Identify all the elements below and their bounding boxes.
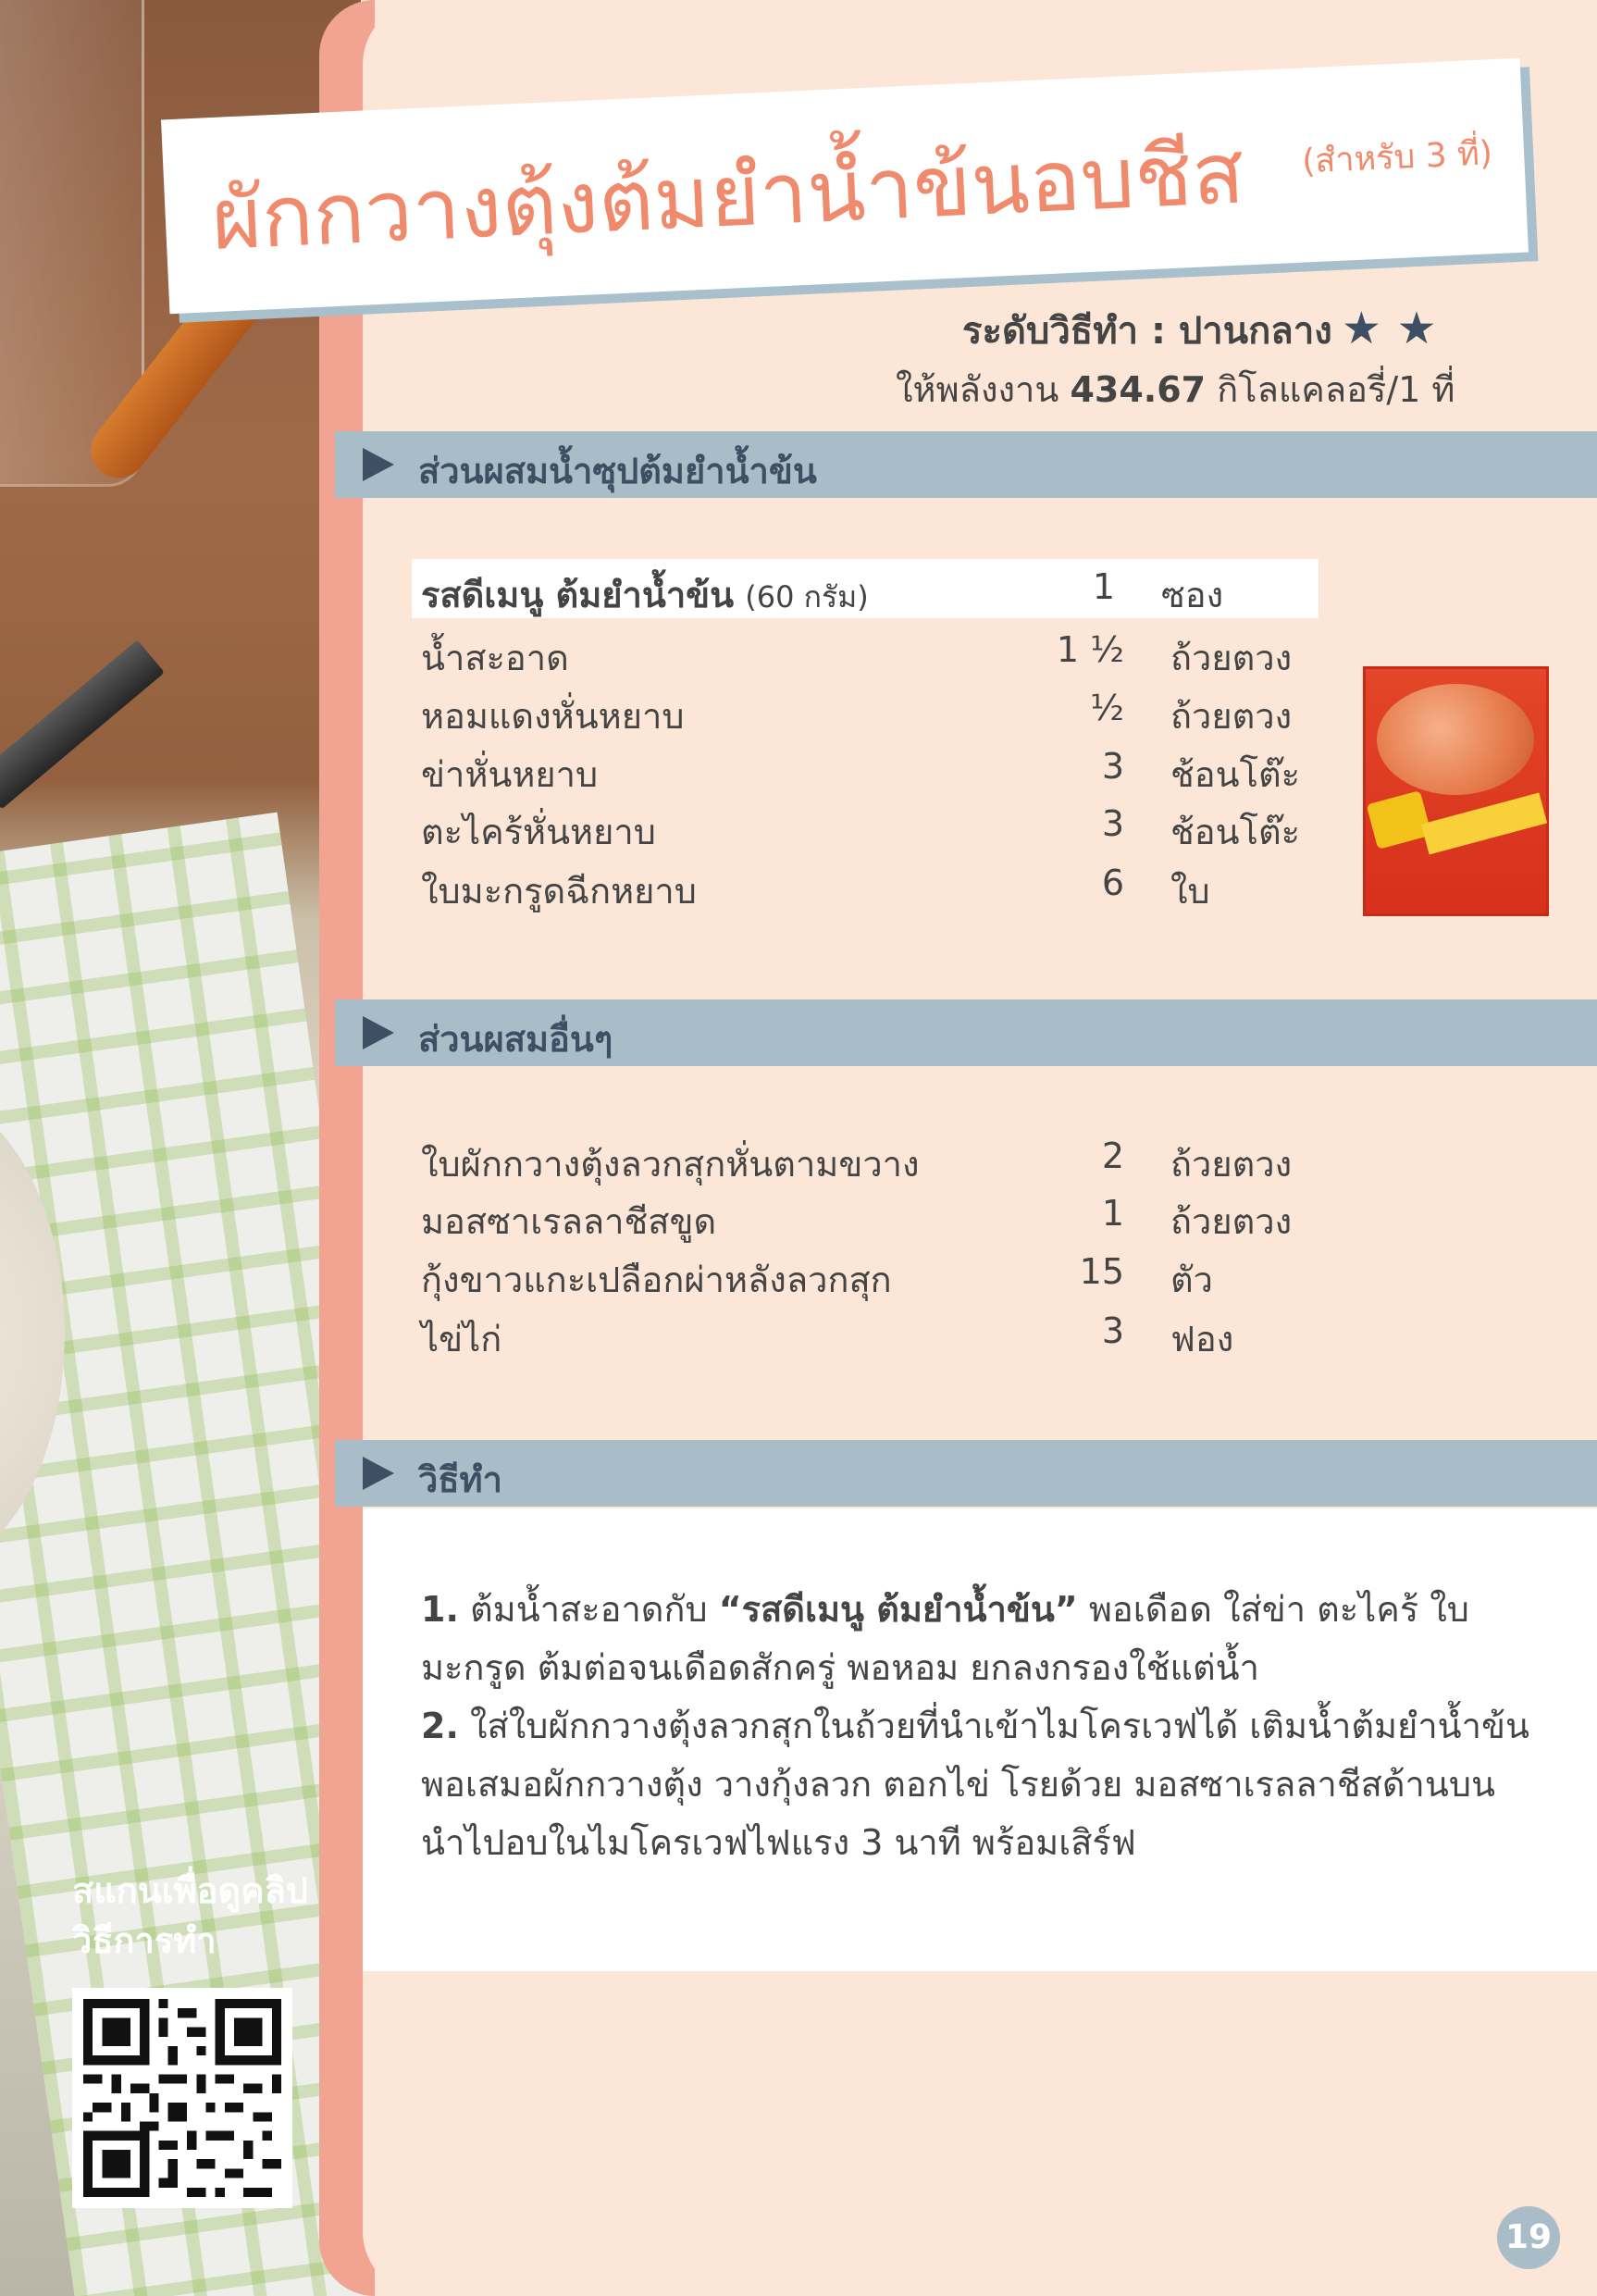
- qr-code[interactable]: [72, 1988, 292, 2208]
- recipe-title: ผักกวางตุ้งต้มยำน้ำข้นอบชีส: [209, 123, 1246, 270]
- section-others-header: [335, 999, 1597, 1066]
- section-soup-title: ส่วนผสมน้ำซุปต้มยำน้ำข้น: [418, 451, 817, 491]
- ingredient-row: [421, 1303, 1346, 1359]
- ingredient-qty: 3: [1101, 1310, 1124, 1351]
- ingredient-qty: 6: [1101, 863, 1124, 903]
- step-text: พอเดือด ใส่ข่า ตะไคร้ ใบมะกรูด ต้มต่อจนเดือดสักครู่ พอหอม ยกลงกรองใช้แต่น้ำ: [421, 1589, 1469, 1688]
- difficulty-label: ระดับวิธีทำ : ปานกลาง: [962, 310, 1332, 353]
- ingredient-unit: ถ้วยตวง: [1170, 1144, 1293, 1185]
- ingredient-name: มอสซาเรลลาชีสขูด: [421, 1201, 717, 1242]
- ingredient-qty: ½: [1090, 688, 1124, 728]
- step-number: 1.: [421, 1589, 459, 1630]
- ingredient-row: [421, 796, 1346, 851]
- ingredient-name: หอมแดงหั่นหยาบ: [421, 696, 685, 737]
- product-name: “รสดีเมนู ต้มยำน้ำข้น”: [718, 1589, 1078, 1630]
- ingredient-row: [421, 738, 1346, 794]
- ingredient-unit: ตัว: [1170, 1260, 1214, 1300]
- knife-blade-image: [0, 639, 165, 809]
- play-triangle-icon: [363, 448, 394, 481]
- ingredient-qty: 15: [1079, 1251, 1124, 1292]
- ingredient-name: ไข่ไก่: [421, 1319, 502, 1359]
- section-method-title: วิธีทำ: [418, 1459, 502, 1500]
- step-text: ใส่ใบผักกวางตุ้งลวกสุกในถ้วยที่นำเข้าไมโครเวฟได้ เติมน้ำต้มยำน้ำข้น พอเสมอผักกวางตุ้ง วางกุ้งลวก ตอกไข่ โรยด้วย มอสซาเรลลาชีสด้านบน นำไปอบในไมโครเวฟไฟแรง 3 นาที พร้อมเสิร์ฟ: [421, 1706, 1529, 1863]
- play-triangle-icon: [363, 1016, 394, 1049]
- qr-caption: สแกนเพื่อดูคลิป วิธีการทำ: [72, 1870, 309, 1961]
- section-others-title: ส่วนผสมอื่นๆ: [418, 1019, 613, 1060]
- section-method-header: [335, 1440, 1597, 1507]
- ingredient-row: [421, 622, 1346, 677]
- energy-value: 434.67: [1070, 369, 1207, 410]
- ingredient-weight: (60 กรัม): [745, 579, 869, 614]
- ingredient-qty: 3: [1101, 746, 1124, 787]
- qr-code-image: [83, 1999, 281, 2197]
- star-icon: ★ ★: [1341, 303, 1437, 354]
- ingredient-unit: ช้อนโต๊ะ: [1170, 812, 1301, 852]
- ingredient-qty: 1: [1101, 1193, 1124, 1234]
- ingredient-unit: ถ้วยตวง: [1170, 638, 1293, 678]
- ingredient-unit: ซอง: [1161, 575, 1224, 615]
- ingredient-unit: ใบ: [1170, 871, 1210, 912]
- servings: (สำหรับ 3 ที่): [1301, 134, 1493, 181]
- ingredient-name: ใบผักกวางตุ้งลวกสุกหั่นตามขวาง: [421, 1144, 920, 1185]
- ingredient-qty: 1 ½: [1056, 629, 1124, 670]
- ingredient-row: [421, 1128, 1346, 1184]
- page-number: 19: [1497, 2206, 1560, 2269]
- ingredient-name: น้ำสะอาด: [421, 638, 569, 678]
- step-number: 2.: [421, 1706, 459, 1746]
- ingredient-unit: ฟอง: [1170, 1319, 1234, 1359]
- energy-suffix: กิโลแคลอรี่/1 ที่: [1217, 369, 1455, 410]
- ingredient-name: ข่าหั่นหยาบ: [421, 754, 599, 795]
- step-text: ต้มน้ำสะอาดกับ: [469, 1589, 708, 1630]
- ingredient-unit: ช้อนโต๊ะ: [1170, 754, 1301, 795]
- ingredient-row: [421, 1244, 1346, 1299]
- ingredient-unit: ถ้วยตวง: [1170, 1201, 1293, 1242]
- ingredient-row: [421, 680, 1346, 736]
- ingredient-name: ใบมะกรูดฉีกหยาบ: [421, 871, 697, 912]
- ingredient-unit: ถ้วยตวง: [1170, 696, 1293, 737]
- play-triangle-icon: [363, 1457, 394, 1490]
- ingredient-name: ตะไคร้หั่นหยาบ: [421, 812, 656, 852]
- energy: [896, 361, 1455, 417]
- ingredient-qty: 2: [1101, 1136, 1124, 1176]
- ingredient-row: [421, 1185, 1346, 1241]
- product-pack-image: [1363, 666, 1549, 916]
- energy-prefix: ให้พลังงาน: [896, 369, 1059, 410]
- ingredient-row: [421, 855, 1346, 911]
- difficulty: [962, 301, 1437, 360]
- ingredient-row: [412, 559, 1318, 618]
- section-soup-header: [335, 431, 1597, 498]
- ingredient-qty: 3: [1101, 803, 1124, 844]
- ingredient-qty: 1: [1092, 566, 1115, 607]
- method-steps: [421, 1581, 1541, 1872]
- method-step-1: [421, 1581, 1541, 1697]
- method-step-2: [421, 1697, 1541, 1872]
- ingredient-name: กุ้งขาวแกะเปลือกผ่าหลังลวกสุก: [421, 1260, 892, 1300]
- ingredient-name: รสดีเมนู ต้มยำน้ำข้น: [421, 575, 735, 615]
